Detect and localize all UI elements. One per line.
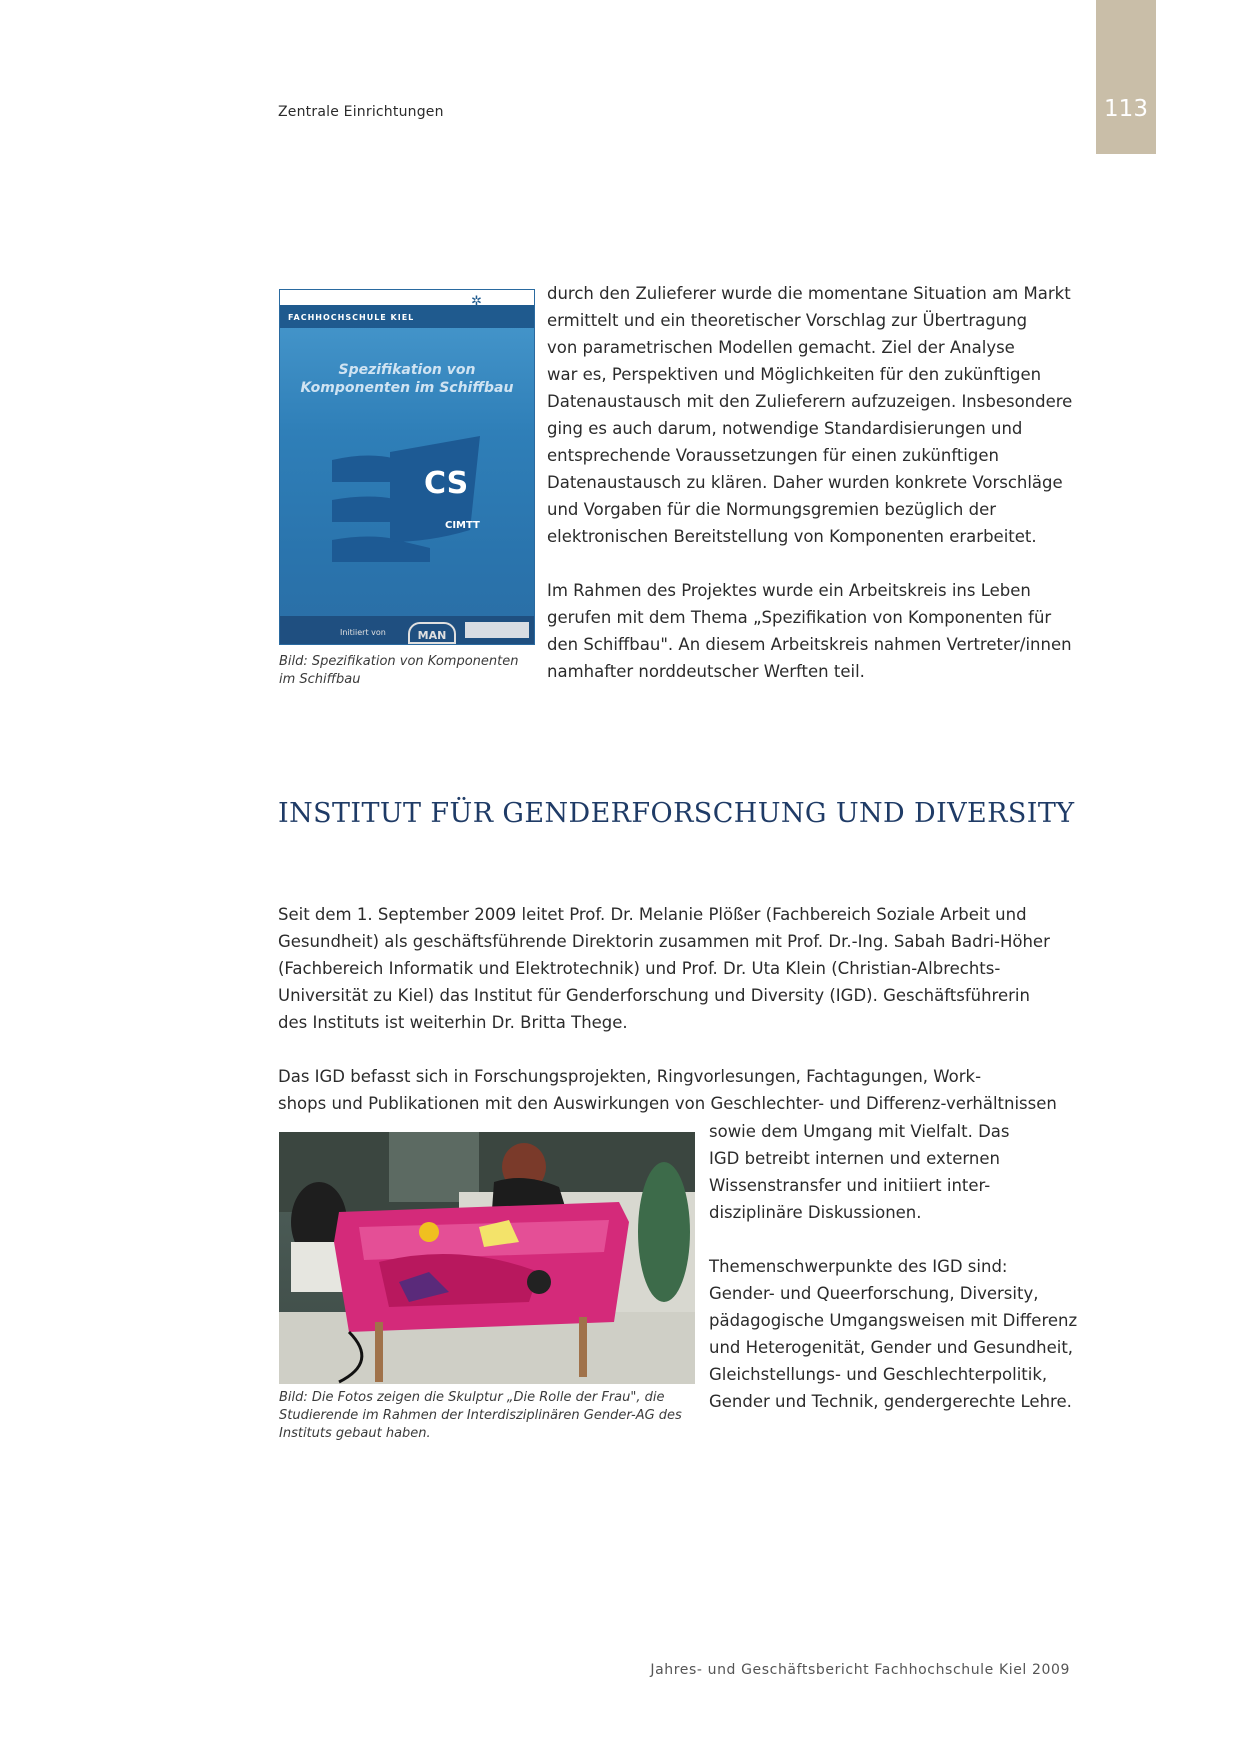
cover-caption-line: Bild: Spezifikation von Komponenten [279,654,519,669]
caption-line: Studierende im Rahmen der Interdisziplinären Gender-AG des [279,1408,682,1423]
text-line: durch den Zulieferer wurde die momentane Situation am Markt [547,284,1071,303]
cover-title [280,361,534,397]
text-line: des Instituts ist weiterhin Dr. Britta Thege. [278,1013,628,1032]
text-line: Seit dem 1. September 2009 leitet Prof. Dr. Melanie Plößer (Fachbereich Soziale Arbeit und [278,905,1027,924]
text-line: disziplinäre Diskussionen. [709,1203,922,1222]
side-paragraph-2 [709,1253,1077,1415]
text-line: Das IGD befasst sich in Forschungsprojekten, Ringvorlesungen, Fachtagungen, Work- [278,1067,982,1086]
cover-title-line1: Spezifikation von [338,362,476,378]
text-line: Wissenstransfer und initiiert inter- [709,1176,991,1195]
caption-line: Instituts gebaut haben. [279,1426,431,1441]
text-line: pädagogische Umgangsweisen mit Differenz [709,1311,1078,1330]
text-line: elektronischen Bereitstellung von Komponenten erarbeitet. [547,527,1037,546]
text-line: IGD betreibt internen und externen [709,1149,1000,1168]
text-line: entsprechende Voraussetzungen für einen zukünftigen [547,446,999,465]
text-line: Gesundheit) als geschäftsführende Direktorin zusammen mit Prof. Dr.-Ing. Sabah Badri-Höher [278,932,1050,951]
text-line: ging es auch darum, notwendige Standardisierungen und [547,419,1023,438]
text-line: shops und Publikationen mit den Auswirkungen von Geschlechter- und Differenz-verhältnissen [278,1094,1057,1113]
cimtt-logo-text: CIMTT [445,520,480,531]
sculpture-photo-graphic [279,1132,695,1384]
cover-school-name: FACHHOCHSCHULE KIEL [288,313,415,322]
sculpture-photo [279,1132,695,1384]
text-line: und Vorgaben für die Normungsgremien bezüglich der [547,500,997,519]
text-line: gerufen mit dem Thema „Spezifikation von Komponenten für [547,608,1052,627]
cover-top-bar [280,290,534,328]
text-line: den Schiffbau". An diesem Arbeitskreis nahmen Vertreter/innen [547,635,1072,654]
text-line: sowie dem Umgang mit Vielfalt. Das [709,1122,1010,1141]
page-number-tab [1096,0,1156,154]
cs-logo-text: CS [424,466,469,501]
section-heading: INSTITUT FÜR GENDERFORSCHUNG UND DIVERSITY [278,798,1075,829]
intro-paragraph [278,901,1050,1036]
page-number: 113 [1104,96,1148,122]
running-header: Zentrale Einrichtungen [278,104,444,120]
text-line: Universität zu Kiel) das Institut für Genderforschung und Diversity (IGD). Geschäftsführerin [278,986,1030,1005]
column-paragraph-2 [547,577,1072,685]
cover-footer-text: Initiiert von [340,628,386,637]
text-line: Gender- und Queerforschung, Diversity, [709,1284,1039,1303]
page-footer: Jahres- und Geschäftsbericht Fachhochschule Kiel 2009 [650,1662,1070,1678]
partner-logo-box [465,622,529,638]
brochure-cover-image [279,289,535,645]
text-line: Themenschwerpunkte des IGD sind: [709,1257,1008,1276]
photo-caption [279,1389,682,1443]
man-logo: MAN [408,622,456,644]
university-logo-icon: ✲ [471,294,482,309]
text-line: ermittelt und ein theoretischer Vorschlag zur Übertragung [547,311,1028,330]
cover-title-line2: Komponenten im Schiffbau [300,380,514,396]
cover-footer-bar [280,616,534,644]
cs-logo-mark [280,430,534,590]
side-paragraph-1 [709,1118,1010,1226]
column-paragraph-1 [547,280,1072,550]
text-line: und Heterogenität, Gender und Gesundheit, [709,1338,1074,1357]
igd-paragraph [278,1063,1057,1117]
text-line: von parametrischen Modellen gemacht. Ziel der Analyse [547,338,1015,357]
cover-caption-line: im Schiffbau [279,672,361,687]
text-line: Datenaustausch mit den Zulieferern aufzuzeigen. Insbesondere [547,392,1073,411]
text-line: (Fachbereich Informatik und Elektrotechnik) und Prof. Dr. Uta Klein (Christian-Albrechts- [278,959,1001,978]
text-line: Im Rahmen des Projektes wurde ein Arbeitskreis ins Leben [547,581,1031,600]
text-line: namhafter norddeutscher Werften teil. [547,662,865,681]
text-line: Datenaustausch zu klären. Daher wurden konkrete Vorschläge [547,473,1063,492]
caption-line: Bild: Die Fotos zeigen die Skulptur „Die Rolle der Frau", die [279,1390,665,1405]
cover-caption [279,653,518,689]
text-line: Gender und Technik, gendergerechte Lehre. [709,1392,1072,1411]
text-line: war es, Perspektiven und Möglichkeiten für den zukünftigen [547,365,1042,384]
text-line: Gleichstellungs- und Geschlechterpolitik, [709,1365,1048,1384]
